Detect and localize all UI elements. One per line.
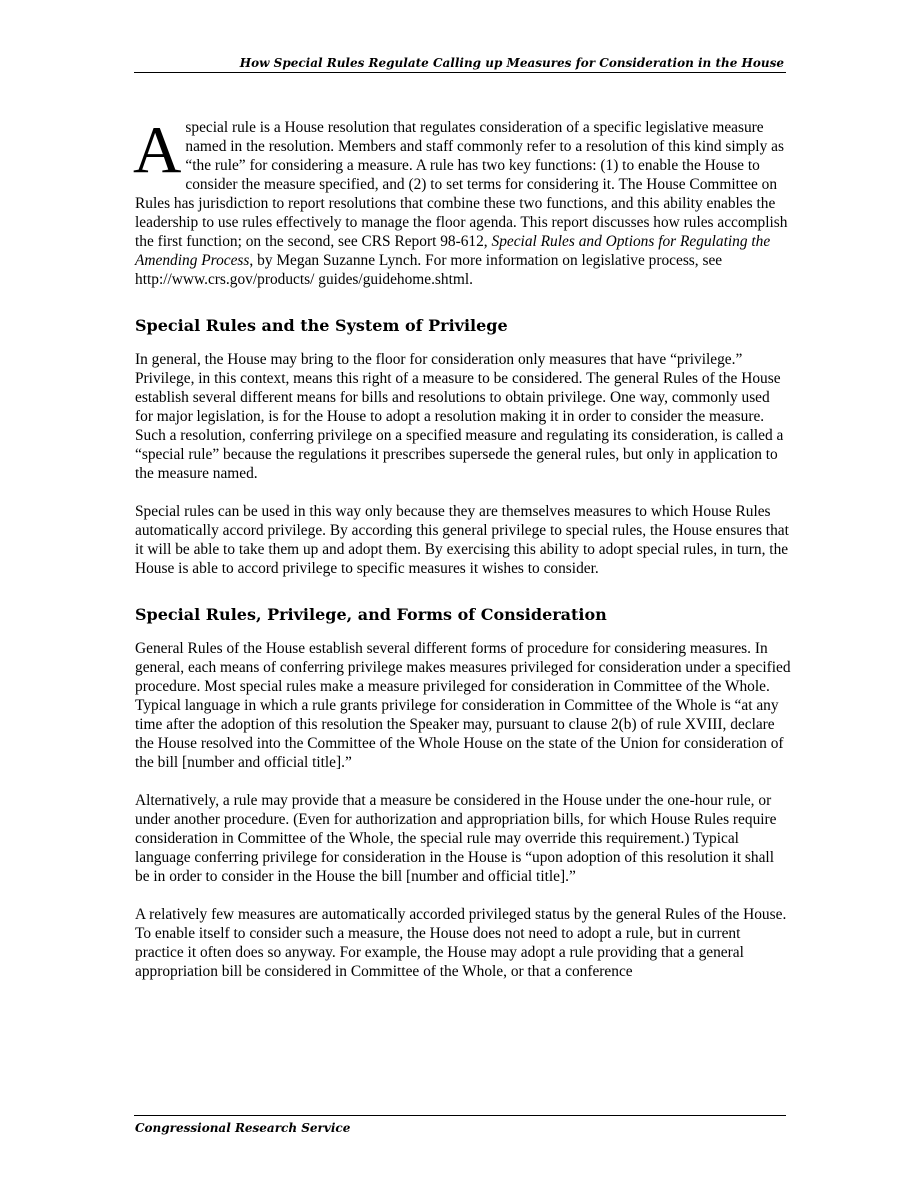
section-heading: Special Rules, Privilege, and Forms of Consideration — [135, 605, 607, 624]
paragraph: General Rules of the House establish several different forms of procedure for considering measures. In general, each means of conferring privilege makes measures privileged for consideration under a specified procedure. Most special rules make a measure privileged for consideration in Committee of the Whole. Typical language in which a rule grants privilege for consideration in Committee of the Whole is “at any time after the adoption of this resolution the Speaker may, pursuant to clause 2(b) of rule XVIII, declare the House resolved into the Committee of the Whole House on the state of the Union for consideration of the bill [number and official title].” — [135, 640, 791, 771]
drop-cap: A — [133, 113, 182, 187]
document-body — [133, 113, 791, 981]
intro-text-before: special rule is a House resolution that regulates consideration of a specific legislative measure named in the resolution. Members and staff commonly refer to a resolution of this kind simply as “the rule” for considering a measure. A rule has two key functions: (1) to enable the House to consider the measure specified, and (2) to set terms for considering it. The House Committee on Rules has jurisdiction to report resolutions that combine these two functions, and this ability enables the leadership to use rules effectively to manage the floor agenda. This report discusses how rules accomplish the first function; on the second, see CRS Report 98-612, — [135, 119, 788, 250]
report-title: Special Rules and Options for Regulating the Amending Process — [135, 233, 771, 269]
paragraph: Special rules can be used in this way only because they are themselves measures to which House Rules automatically accord privilege. By according this general privilege to special rules, the House ensures that it will be able to take them up and adopt them. By exercising this ability to adopt special rules, in turn, the House is able to accord privilege to specific measures it wishes to consider. — [135, 503, 789, 577]
paragraph: A relatively few measures are automatically accorded privileged status by the general Rules of the House. To enable itself to consider such a measure, the House does not need to adopt a rule, but in current practice it often does so anyway. For example, the House may adopt a rule providing that a general appropriation bill be considered in Committee of the Whole, or that a conference — [135, 906, 787, 980]
paragraph: In general, the House may bring to the floor for consideration only measures that have “privilege.” Privilege, in this context, means this right of a measure to be considered. The general Rules of the House establish several different means for bills and resolutions to obtain privilege. One way, commonly used for major legislation, is for the House to adopt a resolution making it in order to consider the measure. Such a resolution, conferring privilege on a specified measure and regulating its consideration, is called a “special rule” because the regulations it prescribes supersede the general rules, but only in application to the measure named. — [135, 351, 784, 482]
intro-text-after: , by Megan Suzanne Lynch. For more information on legislative process, see http://www.crs.gov/products/ guides/guidehome.shtml. — [135, 252, 723, 288]
header-rule — [134, 72, 786, 73]
paragraph: Alternatively, a rule may provide that a measure be considered in the House under the one-hour rule, or under another procedure. (Even for authorization and appropriation bills, for which House Rules require consideration in Committee of the Whole, the special rule may override this requirement.) Typical language conferring privilege for consideration in the House is “upon adoption of this resolution it shall be in order to consider in the House the bill [number and official title].” — [135, 792, 777, 885]
section-heading: Special Rules and the System of Privilege — [135, 316, 508, 335]
intro-paragraph — [133, 113, 791, 289]
footer-label: Congressional Research Service — [135, 1121, 351, 1135]
footer-rule — [134, 1115, 786, 1116]
running-header: How Special Rules Regulate Calling up Measures for Consideration in the House — [239, 56, 784, 70]
